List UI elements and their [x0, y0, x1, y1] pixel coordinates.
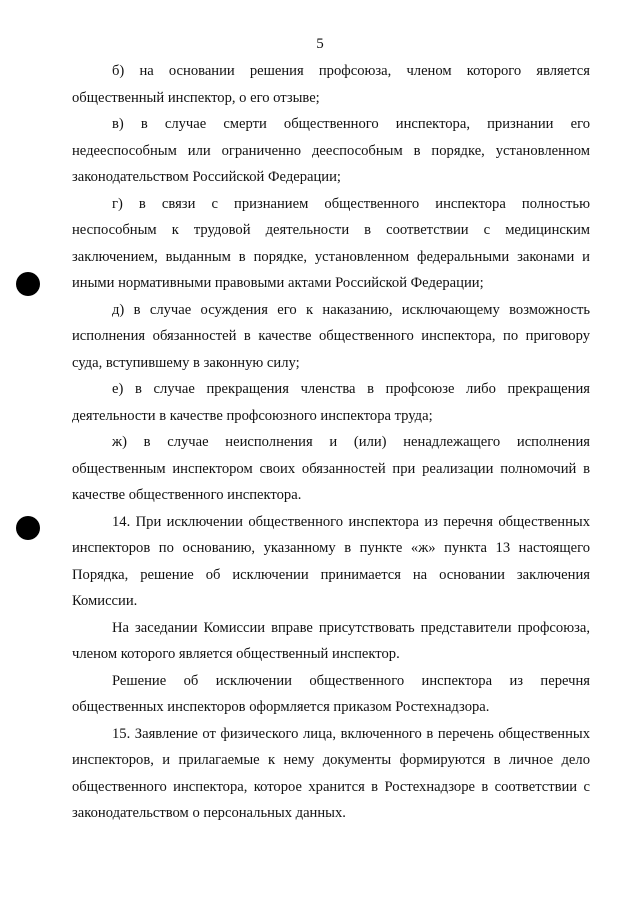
- paragraph-14: 14. При исключении общественного инспектора из перечня общественных инспекторов по основанию, указанному в пункте «ж» пункта 13 настоящего Порядка, решение об исключении принимается на основании заключения Комиссии.: [72, 513, 590, 609]
- paragraph-zh: ж) в случае неисполнения и (или) ненадлежащего исполнения общественным инспектором своих обязанностей при реализации полномочий в качестве общественного инспектора.: [72, 434, 590, 503]
- paragraph-15: 15. Заявление от физического лица, включенного в перечень общественных инспекторов, и прилагаемые к нему документы формируются в личное дело общественного инспектора, которое хранится в Ростехнадзоре в соответствии с законодательством о персональных данных.: [72, 725, 590, 821]
- paragraph-v: в) в случае смерти общественного инспектора, признании его недееспособным или ограниченно дееспособным в порядке, установленном законодательством Российской Федерации;: [72, 116, 590, 185]
- page-number: 5: [316, 36, 324, 52]
- punch-hole-mark: [16, 516, 40, 540]
- paragraph-e: е) в случае прекращения членства в профсоюзе либо прекращения деятельности в качестве профсоюзного инспектора труда;: [72, 381, 590, 424]
- paragraph-d: д) в случае осуждения его к наказанию, исключающему возможность исполнения обязанностей в качестве общественного инспектора, по приговору суда, вступившему в законную силу;: [72, 301, 590, 371]
- punch-hole-mark: [16, 272, 40, 296]
- paragraph-g: г) в связи с признанием общественного инспектора полностью неспособным к трудовой деятельности в соответствии с медицинским заключением, выданным в порядке, установленном федеральными законами и иными нормативными правовыми актами Российской Федерации;: [72, 195, 590, 291]
- document-body: [72, 58, 590, 827]
- paragraph-exclusion-decision: Решение об исключении общественного инспектора из перечня общественных инспекторов оформляется приказом Ростехнадзора.: [72, 672, 590, 715]
- paragraph-commission-meeting: На заседании Комиссии вправе присутствовать представители профсоюза, членом которого является общественный инспектор.: [72, 619, 590, 662]
- paragraph-b: б) на основании решения профсоюза, членом которого является общественный инспектор, о его отзыве;: [72, 63, 590, 106]
